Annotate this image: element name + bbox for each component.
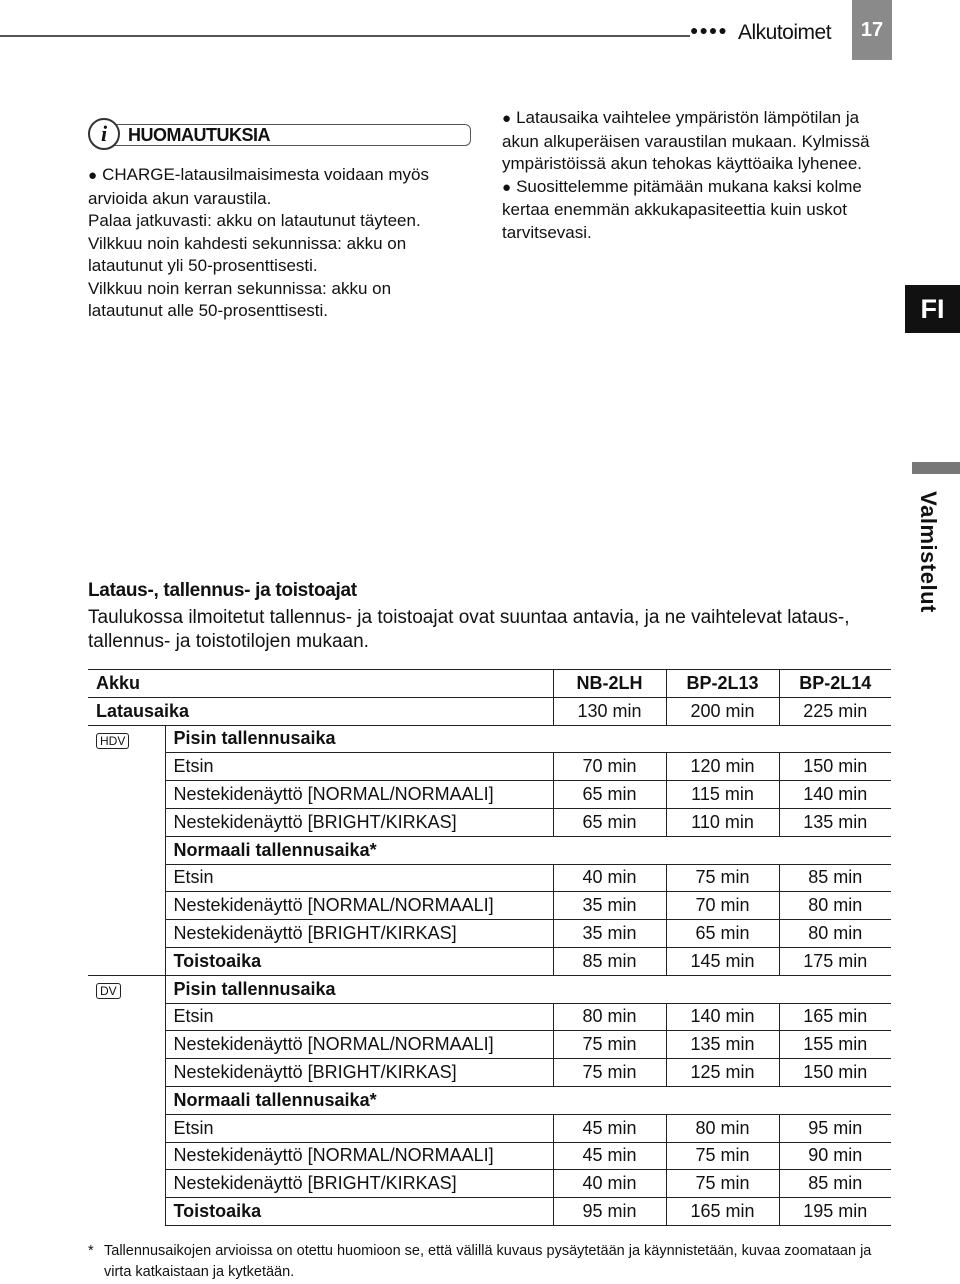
- notes-right-column: [502, 107, 897, 244]
- row-label: Nestekidenäyttö [BRIGHT/KIRKAS]: [165, 1170, 553, 1198]
- mode-cell: [88, 892, 165, 920]
- table-cell: 75 min: [666, 1142, 779, 1170]
- row-label: Nestekidenäyttö [NORMAL/NORMAALI]: [165, 781, 553, 809]
- mode-cell: [88, 1031, 165, 1059]
- row-label: Nestekidenäyttö [NORMAL/NORMAALI]: [165, 892, 553, 920]
- table-cell: 85 min: [779, 864, 891, 892]
- row-label: Toistoaika: [165, 947, 553, 975]
- note-item: ● Latausaika vaihtelee ympäristön lämpötilan ja akun alkuperäisen varaustilan mukaan. Kylmissä ympäristöissä akun tehokas käyttöaika lyhenee.: [502, 107, 897, 176]
- page-number: 17: [852, 0, 892, 60]
- mode-badge: HDV: [96, 733, 129, 749]
- note-item: Vilkkuu noin kahdesti sekunnissa: akku on latautunut yli 50-prosenttisesti.: [88, 233, 407, 275]
- table-cell: 75 min: [553, 1059, 666, 1087]
- table-cell: 140 min: [779, 781, 891, 809]
- battery-times-table: [88, 669, 891, 1226]
- language-tab: FI: [905, 285, 960, 333]
- table-cell: 80 min: [779, 892, 891, 920]
- table-cell: 90 min: [779, 1142, 891, 1170]
- table-header-row: [88, 670, 891, 698]
- mode-cell: [88, 1059, 165, 1087]
- notes-title: HUOMAUTUKSIA: [128, 125, 270, 145]
- table-row: [88, 920, 891, 948]
- table-cell: 175 min: [779, 947, 891, 975]
- table-row: [88, 1031, 891, 1059]
- mode-cell: [88, 808, 165, 836]
- column-header: BP-2L13: [666, 670, 779, 698]
- table-row: [88, 1170, 891, 1198]
- table-cell: 80 min: [553, 1003, 666, 1031]
- table-cell: 195 min: [779, 1198, 891, 1226]
- table-cell: 130 min: [553, 697, 666, 725]
- mode-cell: [88, 1114, 165, 1142]
- column-header: NB-2LH: [553, 670, 666, 698]
- table-row: [88, 1114, 891, 1142]
- table-cell: 35 min: [553, 920, 666, 948]
- mode-cell: [88, 1142, 165, 1170]
- mode-cell: [88, 975, 165, 1003]
- table-cell: 165 min: [666, 1198, 779, 1226]
- table-row: [88, 892, 891, 920]
- table-cell: 65 min: [553, 781, 666, 809]
- chapter-tab: [904, 482, 952, 622]
- table-row: [88, 947, 891, 975]
- row-label: Pisin tallennusaika: [165, 975, 891, 1003]
- table-row: [88, 975, 891, 1003]
- table-cell: 70 min: [666, 892, 779, 920]
- table-cell: 75 min: [666, 1170, 779, 1198]
- table-cell: 125 min: [666, 1059, 779, 1087]
- table-row: [88, 836, 891, 864]
- mode-cell: [88, 864, 165, 892]
- table-cell: 225 min: [779, 697, 891, 725]
- mode-cell: [88, 947, 165, 975]
- battery-times-body: [88, 670, 891, 1226]
- header-rule: [0, 35, 690, 37]
- row-label: Etsin: [165, 864, 553, 892]
- row-label: Toistoaika: [165, 1198, 553, 1226]
- table-cell: 95 min: [553, 1198, 666, 1226]
- mode-cell: [88, 1003, 165, 1031]
- mode-cell: [88, 725, 165, 753]
- table-cell: 95 min: [779, 1114, 891, 1142]
- header-label: Akku: [88, 670, 553, 698]
- table-cell: 75 min: [666, 864, 779, 892]
- table-row: [88, 1086, 891, 1114]
- table-row: [88, 725, 891, 753]
- table-cell: 135 min: [779, 808, 891, 836]
- row-label: Pisin tallennusaika: [165, 725, 891, 753]
- note-item: Palaa jatkuvasti: akku on latautunut täyteen.: [88, 211, 421, 230]
- notes-heading: [88, 118, 471, 150]
- table-cell: 40 min: [553, 864, 666, 892]
- table-section-intro: Taulukossa ilmoitetut tallennus- ja toistoajat ovat suuntaa antavia, ja ne vaihtelevat lataus-, tallennus- ja toistotilojen mukaan.: [88, 607, 850, 652]
- table-cell: 200 min: [666, 697, 779, 725]
- row-label: Latausaika: [88, 697, 553, 725]
- table-cell: 65 min: [666, 920, 779, 948]
- mode-cell: [88, 1170, 165, 1198]
- table-cell: 85 min: [553, 947, 666, 975]
- mode-cell: [88, 781, 165, 809]
- table-cell: 35 min: [553, 892, 666, 920]
- table-row: [88, 1003, 891, 1031]
- chapter-tab-marker: [912, 462, 960, 474]
- table-cell: 165 min: [779, 1003, 891, 1031]
- table-cell: 135 min: [666, 1031, 779, 1059]
- mode-cell: [88, 836, 165, 864]
- table-cell: 40 min: [553, 1170, 666, 1198]
- table-cell: 70 min: [553, 753, 666, 781]
- table-cell: 80 min: [779, 920, 891, 948]
- footnote: [88, 1241, 888, 1283]
- row-label: Nestekidenäyttö [BRIGHT/KIRKAS]: [165, 920, 553, 948]
- table-row: [88, 1142, 891, 1170]
- row-label: Nestekidenäyttö [NORMAL/NORMAALI]: [165, 1031, 553, 1059]
- charge-time-row: [88, 697, 891, 725]
- row-label: Normaali tallennusaika*: [165, 836, 891, 864]
- table-cell: 150 min: [779, 1059, 891, 1087]
- table-cell: 140 min: [666, 1003, 779, 1031]
- table-cell: 110 min: [666, 808, 779, 836]
- table-cell: 80 min: [666, 1114, 779, 1142]
- header-dots: ●●●●: [690, 22, 728, 38]
- table-cell: 145 min: [666, 947, 779, 975]
- note-item: Vilkkuu noin kerran sekunnissa: akku on latautunut alle 50-prosenttisesti.: [88, 278, 392, 320]
- row-label: Normaali tallennusaika*: [165, 1086, 891, 1114]
- note-item: ● CHARGE-latausilmaisimesta voidaan myös arvioida akun varaustila.: [88, 164, 468, 210]
- row-label: Nestekidenäyttö [BRIGHT/KIRKAS]: [165, 808, 553, 836]
- table-cell: 155 min: [779, 1031, 891, 1059]
- table-row: [88, 753, 891, 781]
- column-header: BP-2L14: [779, 670, 891, 698]
- row-label: Etsin: [165, 1114, 553, 1142]
- notes-left-column: [88, 164, 468, 323]
- note-item: ● Suosittelemme pitämään mukana kaksi kolme kertaa enemmän akkukapasiteettia kuin uskot tarvitsevasi.: [502, 176, 897, 245]
- table-cell: 85 min: [779, 1170, 891, 1198]
- table-row: [88, 808, 891, 836]
- table-row: [88, 1198, 891, 1226]
- row-label: Nestekidenäyttö [BRIGHT/KIRKAS]: [165, 1059, 553, 1087]
- chapter-tab-label: Valmistelut: [916, 491, 941, 613]
- row-label: Etsin: [165, 1003, 553, 1031]
- table-row: [88, 1059, 891, 1087]
- table-cell: 45 min: [553, 1114, 666, 1142]
- table-cell: 75 min: [553, 1031, 666, 1059]
- info-icon: i: [88, 118, 120, 150]
- table-cell: 120 min: [666, 753, 779, 781]
- table-row: [88, 781, 891, 809]
- mode-cell: [88, 1086, 165, 1114]
- footnote-marker: *: [88, 1243, 94, 1259]
- row-label: Etsin: [165, 753, 553, 781]
- table-cell: 115 min: [666, 781, 779, 809]
- row-label: Nestekidenäyttö [NORMAL/NORMAALI]: [165, 1142, 553, 1170]
- mode-cell: [88, 1198, 165, 1226]
- mode-badge: DV: [96, 983, 121, 999]
- table-cell: 150 min: [779, 753, 891, 781]
- mode-cell: [88, 753, 165, 781]
- mode-cell: [88, 920, 165, 948]
- table-section-title: Lataus-, tallennus- ja toistoajat: [88, 580, 357, 601]
- section-title: Alkutoimet: [738, 21, 832, 44]
- footnote-text: Tallennusaikojen arvioissa on otettu huomioon se, että välillä kuvaus pysäytetään ja käynnistetään, kuvaa zoomataan ja virta katkaistaan ja kytketään.: [104, 1243, 872, 1280]
- table-cell: 65 min: [553, 808, 666, 836]
- table-row: [88, 864, 891, 892]
- table-cell: 45 min: [553, 1142, 666, 1170]
